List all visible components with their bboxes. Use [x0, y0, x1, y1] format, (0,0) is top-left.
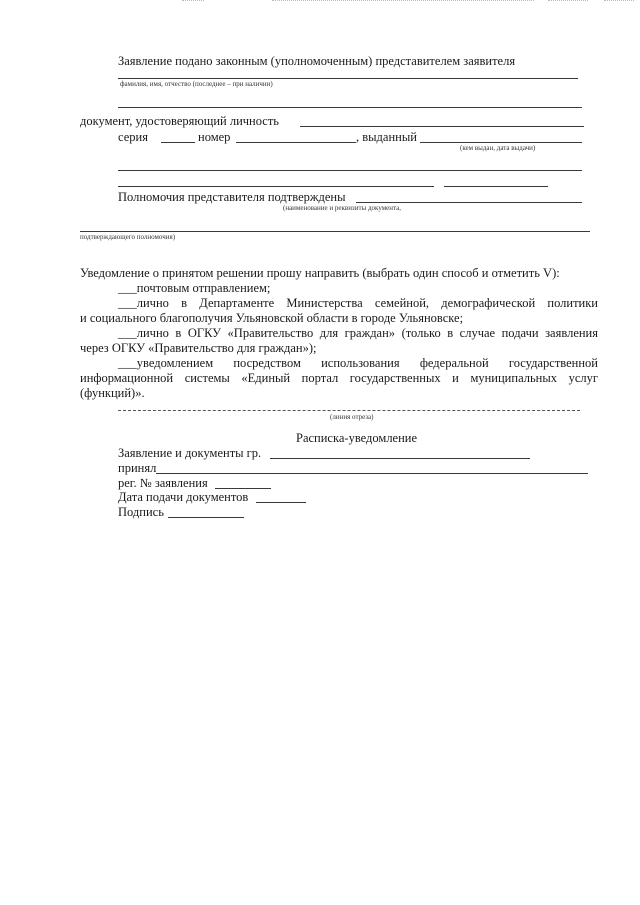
receipt-docs-label: Заявление и документы гр. — [118, 446, 262, 460]
receipt-docs-line — [270, 458, 530, 459]
issued-label: , выданный — [356, 130, 417, 144]
issued-line — [420, 142, 582, 143]
id-doc-line — [300, 126, 584, 127]
notification-intro: Уведомление о принятом решении прошу направить (выбрать один способ и отметить V): — [80, 266, 560, 280]
option-department-cont: и социального благополучия Ульяновской области в городе Ульяновске; — [80, 311, 464, 325]
receipt-date-label: Дата подачи документов — [118, 490, 249, 504]
option-department: ___лично в Департаменте Министерства семейной, демографической политики — [118, 296, 598, 310]
option-ogku: ___лично в ОГКУ «Правительство для граждан» (только в случае подачи заявления — [118, 326, 598, 340]
receipt-sign-label: Подпись — [118, 505, 164, 519]
powers-hint-cont: подтверждающего полномочия) — [80, 233, 176, 241]
number-line — [236, 142, 356, 143]
option-portal-cont: информационной системы «Единый портал государственных и муниципальных услуг — [80, 371, 598, 385]
powers-label: Полномочия представителя подтверждены — [118, 190, 346, 204]
receipt-date-line — [256, 502, 306, 503]
number-label: номер — [198, 130, 231, 144]
representative-heading: Заявление подано законным (уполномоченным) представителем заявителя — [118, 54, 516, 68]
option-portal-end: (функций)». — [80, 386, 145, 400]
receipt-reg-label: рег. № заявления — [118, 476, 208, 490]
powers-line-2 — [80, 231, 590, 232]
powers-hint: (наименование и реквизиты документа, — [283, 204, 402, 212]
fio-hint: фамилия, имя, отчество (последнее – при наличии) — [120, 80, 273, 88]
fio-line-2 — [118, 107, 582, 108]
fio-line — [118, 78, 578, 79]
receipt-accepted-line — [156, 473, 588, 474]
cut-line-label: (линия отреза) — [330, 413, 374, 421]
scan-mark — [548, 0, 588, 1]
option-mail: ___почтовым отправлением; — [118, 281, 271, 295]
issued-line-3 — [118, 186, 434, 187]
issued-line-2 — [118, 170, 582, 171]
scan-mark — [272, 0, 534, 1]
receipt-sign-line — [168, 517, 244, 518]
option-portal: ___уведомлением посредством использования федеральной государственной — [118, 356, 598, 370]
receipt-accepted-label: принял — [118, 461, 157, 475]
receipt-reg-line — [215, 488, 271, 489]
id-doc-label: документ, удостоверяющий личность — [80, 114, 280, 128]
scan-mark — [182, 0, 204, 1]
issued-hint: (кем выдан, дата выдачи) — [460, 144, 536, 152]
powers-line — [356, 202, 582, 203]
series-label: серия — [118, 130, 148, 144]
scan-mark — [604, 0, 634, 1]
option-ogku-cont: через ОГКУ «Правительство для граждан»); — [80, 341, 317, 355]
cut-line — [118, 410, 580, 411]
receipt-title: Расписка-уведомление — [296, 431, 418, 445]
series-line — [161, 142, 195, 143]
issued-date-line — [444, 186, 548, 187]
